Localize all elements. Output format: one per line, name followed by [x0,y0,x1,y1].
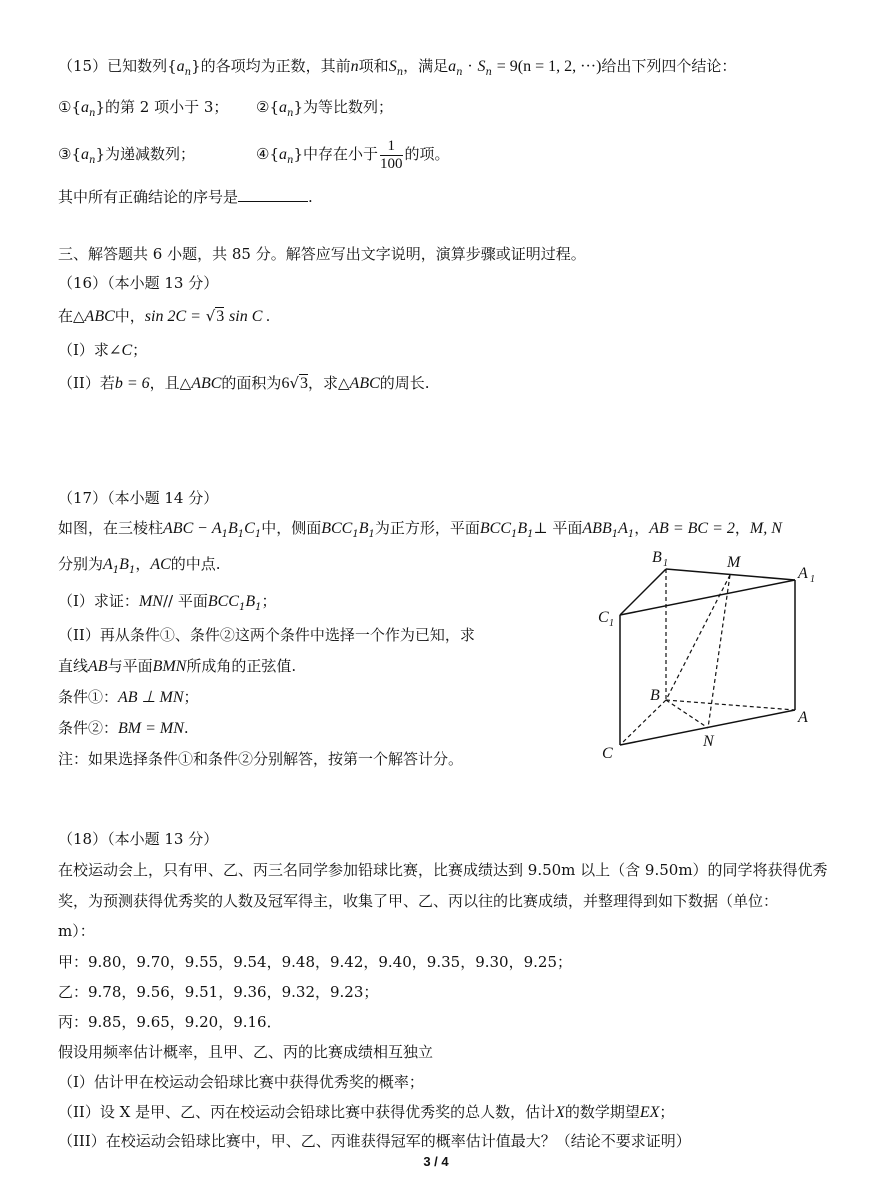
label-M: M [727,554,741,571]
q15-ask: 其中所有正确结论的序号是 . [58,188,313,206]
page-number: 3 / 4 [423,1154,449,1169]
q16-part-1: （I）求∠C； [58,341,148,359]
q18-data-yi: 乙：9.78，9.56，9.51，9.36，9.32，9.23； [58,983,379,1001]
label-A: A [798,709,808,726]
q15-conclusion-1: $①\{a_n\}$的第 2 项小于 3； [58,98,229,119]
svg-text:1: 1 [609,618,614,629]
svg-text:1: 1 [663,558,668,569]
q17-note: 注：如果选择条件①和条件②分别解答，按第一个解答计分。 [58,750,464,768]
q18-part-2: （II）设 X 是甲、乙、丙在校运动会铅球比赛中获得优秀奖的总人数，估计X的数学期望EX； [58,1103,675,1121]
q18-data-jia: 甲：9.80，9.70，9.55，9.54，9.48，9.42，9.40，9.35，9.30，9.25； [58,953,572,971]
label-B1: B [652,549,662,566]
q18-part-1: （I）估计甲在校运动会铅球比赛中获得优秀奖的概率； [58,1073,424,1091]
q17-condition-1: 条件①：AB ⊥ MN； [58,688,199,706]
q17-condition-2: 条件②：BM = MN. [58,719,189,737]
q18-line-3: m）： [58,922,95,940]
q18-header: （18）（本小题 13 分） [58,830,219,848]
q18-line-1: 在校运动会上，只有甲、乙、丙三名同学参加铅球比赛，比赛成绩达到 9.50m 以上（含 9.50m）的同学将获得优秀 [58,861,828,879]
q16-header: （16）（本小题 13 分） [58,274,219,292]
q16-stem: 在△ABC中，sin 2C = √3 sin C . [58,307,271,325]
label-N: N [703,733,714,750]
q15-conclusion-2: $②\{a_n\}$为等比数列； [256,98,394,119]
q15-conclusion-4: $④\{a_n\}$中存在小于 $\frac{1}{100}$ 的项。 [256,137,450,172]
q15-conclusion-3: $③\{a_n\}$为递减数列； [58,145,196,166]
q18-data-bing: 丙：9.85，9.65，9.20，9.16． [58,1013,282,1031]
label-B: B [650,687,660,704]
q18-assumption: 假设用频率估计概率，且甲、乙、丙的比赛成绩相互独立 [58,1043,434,1061]
fraction-1-100: $\frac{1}{100}$ [380,137,403,172]
svg-text:1: 1 [810,574,815,585]
label-C1: C [598,609,609,626]
q17-part-2-cont: 直线AB与平面BMN所成角的正弦值. [58,657,297,675]
q17-stem-line-2: 分别为$A_1B_1$，AC的中点. [58,555,221,576]
q17-part-2: （II）再从条件①、条件②这两个条件中选择一个作为已知，求 [58,626,475,644]
prism-figure [590,540,830,770]
q17-part-1: （I）求证：MN// 平面$BCC_1B_1$； [58,592,277,613]
q16-part-2: （II）若b = 6，且△ABC的面积为6√3，求△ABC的周长. [58,374,430,392]
answer-blank [238,187,308,202]
section-3-heading: 三、解答题共 6 小题，共 85 分。解答应写出文字说明，演算步骤或证明过程。 [58,245,586,263]
q18-part-3: （III）在校运动会铅球比赛中，甲、乙、丙谁获得冠军的概率估计值最大？（结论不要求证明） [58,1132,691,1150]
q18-line-2: 奖，为预测获得优秀奖的人数及冠军得主，收集了甲、乙、丙以往的比赛成绩，并整理得到如下数据（单位： [58,892,779,910]
q17-header: （17）（本小题 14 分） [58,489,219,507]
q17-stem-line-1: 如图，在三棱柱ABC − $A_1B_1C_1$中，侧面$BCC_1B_1$为正方形，平面$BCC_1B_1\perp$ 平面$ABB_1A_1$，AB = BC = 2，M, N [58,519,782,540]
q15-stem: （15）已知数列$\{a_n\}$的各项均为正数，其前n项和$S_n$，满足$a_n \cdot S_n = 9(n = 1$, 2, ···)给出下列四个结论： [58,57,737,78]
label-A1: A [798,565,808,582]
label-C: C [602,745,613,762]
